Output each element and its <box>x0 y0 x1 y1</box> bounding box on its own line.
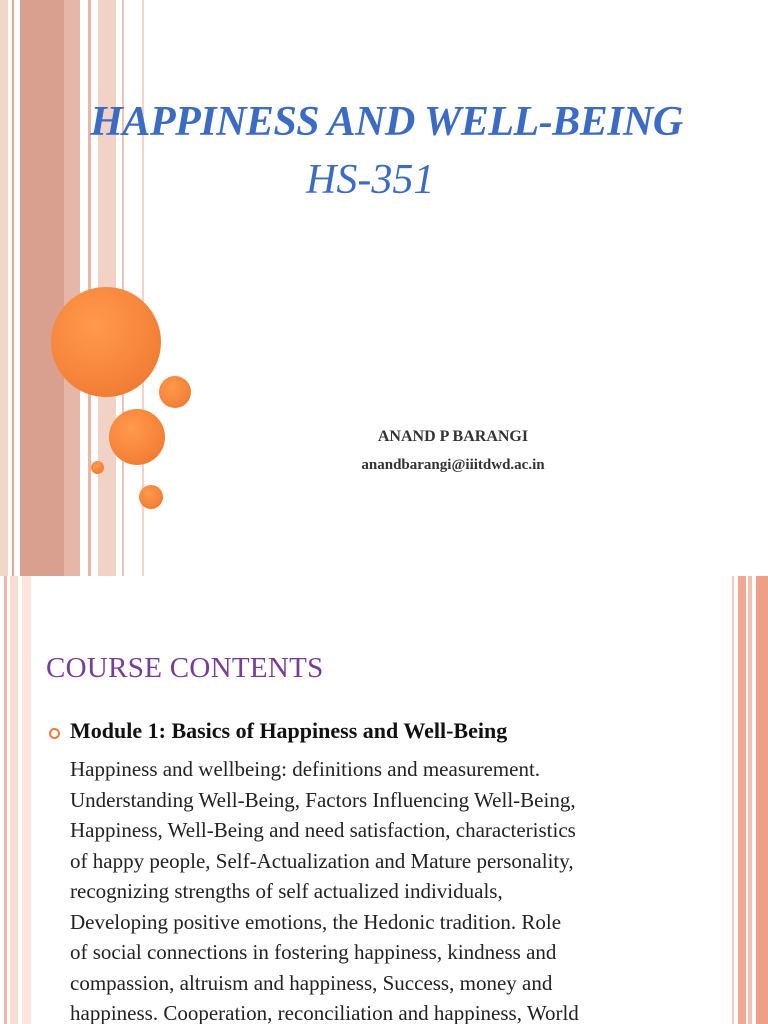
circle-bullet-icon <box>49 728 60 739</box>
module-title: Module 1: Basics of Happiness and Well-Being <box>70 718 508 743</box>
decorative-circle <box>109 409 165 465</box>
decorative-circle <box>139 485 163 509</box>
body-line: Developing positive emotions, the Hedonic tradition. Role <box>70 909 562 934</box>
section-heading: COURSE CONTENTS <box>46 652 324 684</box>
decorative-stripe <box>756 576 768 1024</box>
author-name: ANAND P BARANGI <box>377 428 529 445</box>
decorative-stripe <box>64 0 80 576</box>
slide-title: HAPPINESS AND WELL-BEING <box>90 99 683 145</box>
decorative-stripe <box>748 576 752 1024</box>
decorative-circle <box>159 376 191 408</box>
decorative-stripe <box>738 576 746 1024</box>
decorative-stripe <box>122 0 124 576</box>
decorative-circle <box>91 461 104 474</box>
body-line: Happiness, Well-Being and need satisfaction, characteristics <box>70 818 576 842</box>
body-line: of social connections in fostering happiness, kindness and <box>70 940 557 964</box>
content-slide <box>0 576 768 1024</box>
body-line: Happiness and wellbeing: definitions and measurement. <box>70 757 541 781</box>
decorative-stripe <box>0 0 8 576</box>
decorative-circle <box>51 287 161 397</box>
module-description <box>70 754 720 1024</box>
decorative-stripe <box>732 576 734 1024</box>
body-line: happiness. Cooperation, reconciliation and happiness, World <box>70 1001 579 1024</box>
decorative-stripe <box>4 576 7 1024</box>
course-code: HS-351 <box>306 157 435 203</box>
decorative-stripe <box>12 0 14 576</box>
decorative-stripe <box>22 576 31 1024</box>
decorative-stripe <box>20 0 64 576</box>
body-line: Understanding Well-Being, Factors Influencing Well-Being, <box>70 787 576 812</box>
decorative-stripe <box>10 576 18 1024</box>
body-line: of happy people, Self-Actualization and Mature personality, <box>70 848 574 873</box>
author-email: anandbarangi@iiitdwd.ac.in <box>361 457 545 473</box>
body-line: compassion, altruism and happiness, Success, money and <box>70 970 553 995</box>
body-line: recognizing strengths of self actualized individuals, <box>70 879 503 903</box>
